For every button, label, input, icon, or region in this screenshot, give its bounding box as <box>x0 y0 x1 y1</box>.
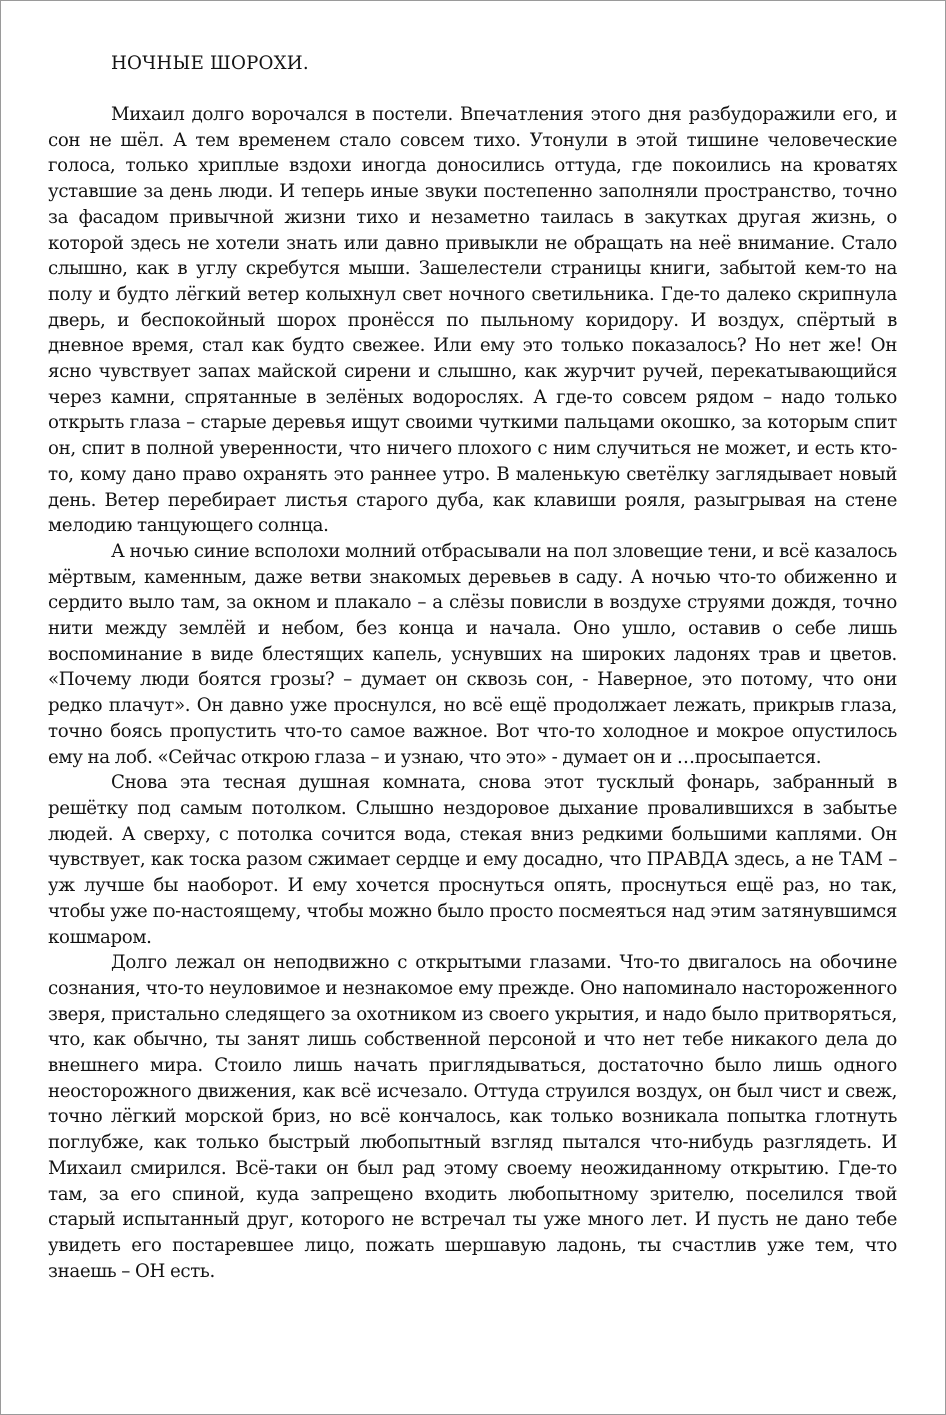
paragraph: Долго лежал он неподвижно с открытыми глазами. Что-то двигалось на обочине сознания, что-то неуловимое и незнакомое ему прежде. Оно напоминало настороженного зверя, пристально следящего за охотником из своего укрытия, и надо было притворяться, что, как обычно, ты занят лишь собственной персоной и что нет тебе никакого дела до внешнего мира. Стоило лишь начать приглядываться, достаточно было лишь одного неосторожного движения, как всё исчезало. Оттуда струился воздух, он был чист и свеж, точно лёгкий морской бриз, но всё кончалось, как только возникала попытка глотнуть поглубже, как только быстрый любопытный взгляд пытался что-нибудь разглядеть. И Михаил смирился. Всё-таки он был рад этому своему неожиданному открытию. Где-то там, за его спиной, куда запрещено входить любопытному зрителю, поселился твой старый испытанный друг, которого не встречал ты уже много лет. И пусть не дано тебе увидеть его постаревшее лицо, пожать шершавую ладонь, ты счастлив уже тем, что знаешь – ОН есть. <box>48 952 897 1282</box>
paragraph: Снова эта тесная душная комната, снова этот тусклый фонарь, забранный в решётку под самым потолком. Слышно нездоровое дыхание провалившихся в забытье людей. А сверху, с потолка сочится вода, стекая вниз редкими большими каплями. Он чувствует, как тоска разом сжимает сердце и ему досадно, что ПРАВДА здесь, а не ТАМ – уж лучше бы наоборот. И ему хочется проснуться опять, проснуться ещё раз, но так, чтобы уже по-настоящему, чтобы можно было просто посмеяться над этим затянувшимся кошмаром. <box>48 772 897 948</box>
paragraph: Михаил долго ворочался в постели. Впечатления этого дня разбудоражили его, и сон не шёл. А тем временем стало совсем тихо. Утонули в этой тишине человеческие голоса, только хриплые вздохи иногда доносились оттуда, где покоились на кроватях уставшие за день люди. И теперь иные звуки постепенно заполняли пространство, точно за фасадом привычной жизни тихо и незаметно таилась в закутках другая жизнь, о которой здесь не хотели знать или давно привыкли не обращать на неё внимание. Стало слышно, как в углу скребутся мыши. Зашелестели страницы книги, забытой кем-то на полу и будто лёгкий ветер колыхнул свет ночного светильника. Где-то далеко скрипнула дверь, и беспокойный шорох пронёсся по пыльному коридору. И воздух, спёртый в дневное время, стал как будто свежее. Или ему это только показалось? Но нет же! Он ясно чувствует запах майской сирени и слышно, как журчит ручей, перекатывающийся через камни, спрятанные в зелёных водорослях. А где-то совсем рядом – надо только открыть глаза – старые деревья ищут своими чуткими пальцами окошко, за которым спит он, спит в полной уверенности, что ничего плохого с ним случиться не может, и есть кто-то, кому дано право охранять это раннее утро. В маленькую светёлку заглядывает новый день. Ветер перебирает листья старого дуба, как клавиши рояля, разыгрывая на стене мелодию танцующего солнца. <box>48 104 897 537</box>
document-text <box>48 51 897 1284</box>
document-title: НОЧНЫЕ ШОРОХИ. <box>111 53 309 74</box>
paragraph: А ночью синие всполохи молний отбрасывали на пол зловещие тени, и всё казалось мёртвым, каменным, даже ветви знакомых деревьев в саду. А ночью что-то обиженно и сердито выло там, за окном и плакало – а слёзы повисли в воздухе струями дождя, точно нити между землёй и небом, без конца и начала. Оно ушло, оставив о себе лишь воспоминание в виде блестящих капель, уснувших на широких ладонях трав и цветов. «Почему люди боятся грозы? – думает он сквозь сон, - Наверное, это потому, что они редко плачут». Он давно уже проснулся, но всё ещё продолжает лежать, прикрыв глаза, точно боясь пропустить что-то самое важное. Вот что-то холодное и мокрое опустилось ему на лоб. «Сейчас открою глаза – и узнаю, что это» - думает он и …просыпается. <box>48 540 897 768</box>
